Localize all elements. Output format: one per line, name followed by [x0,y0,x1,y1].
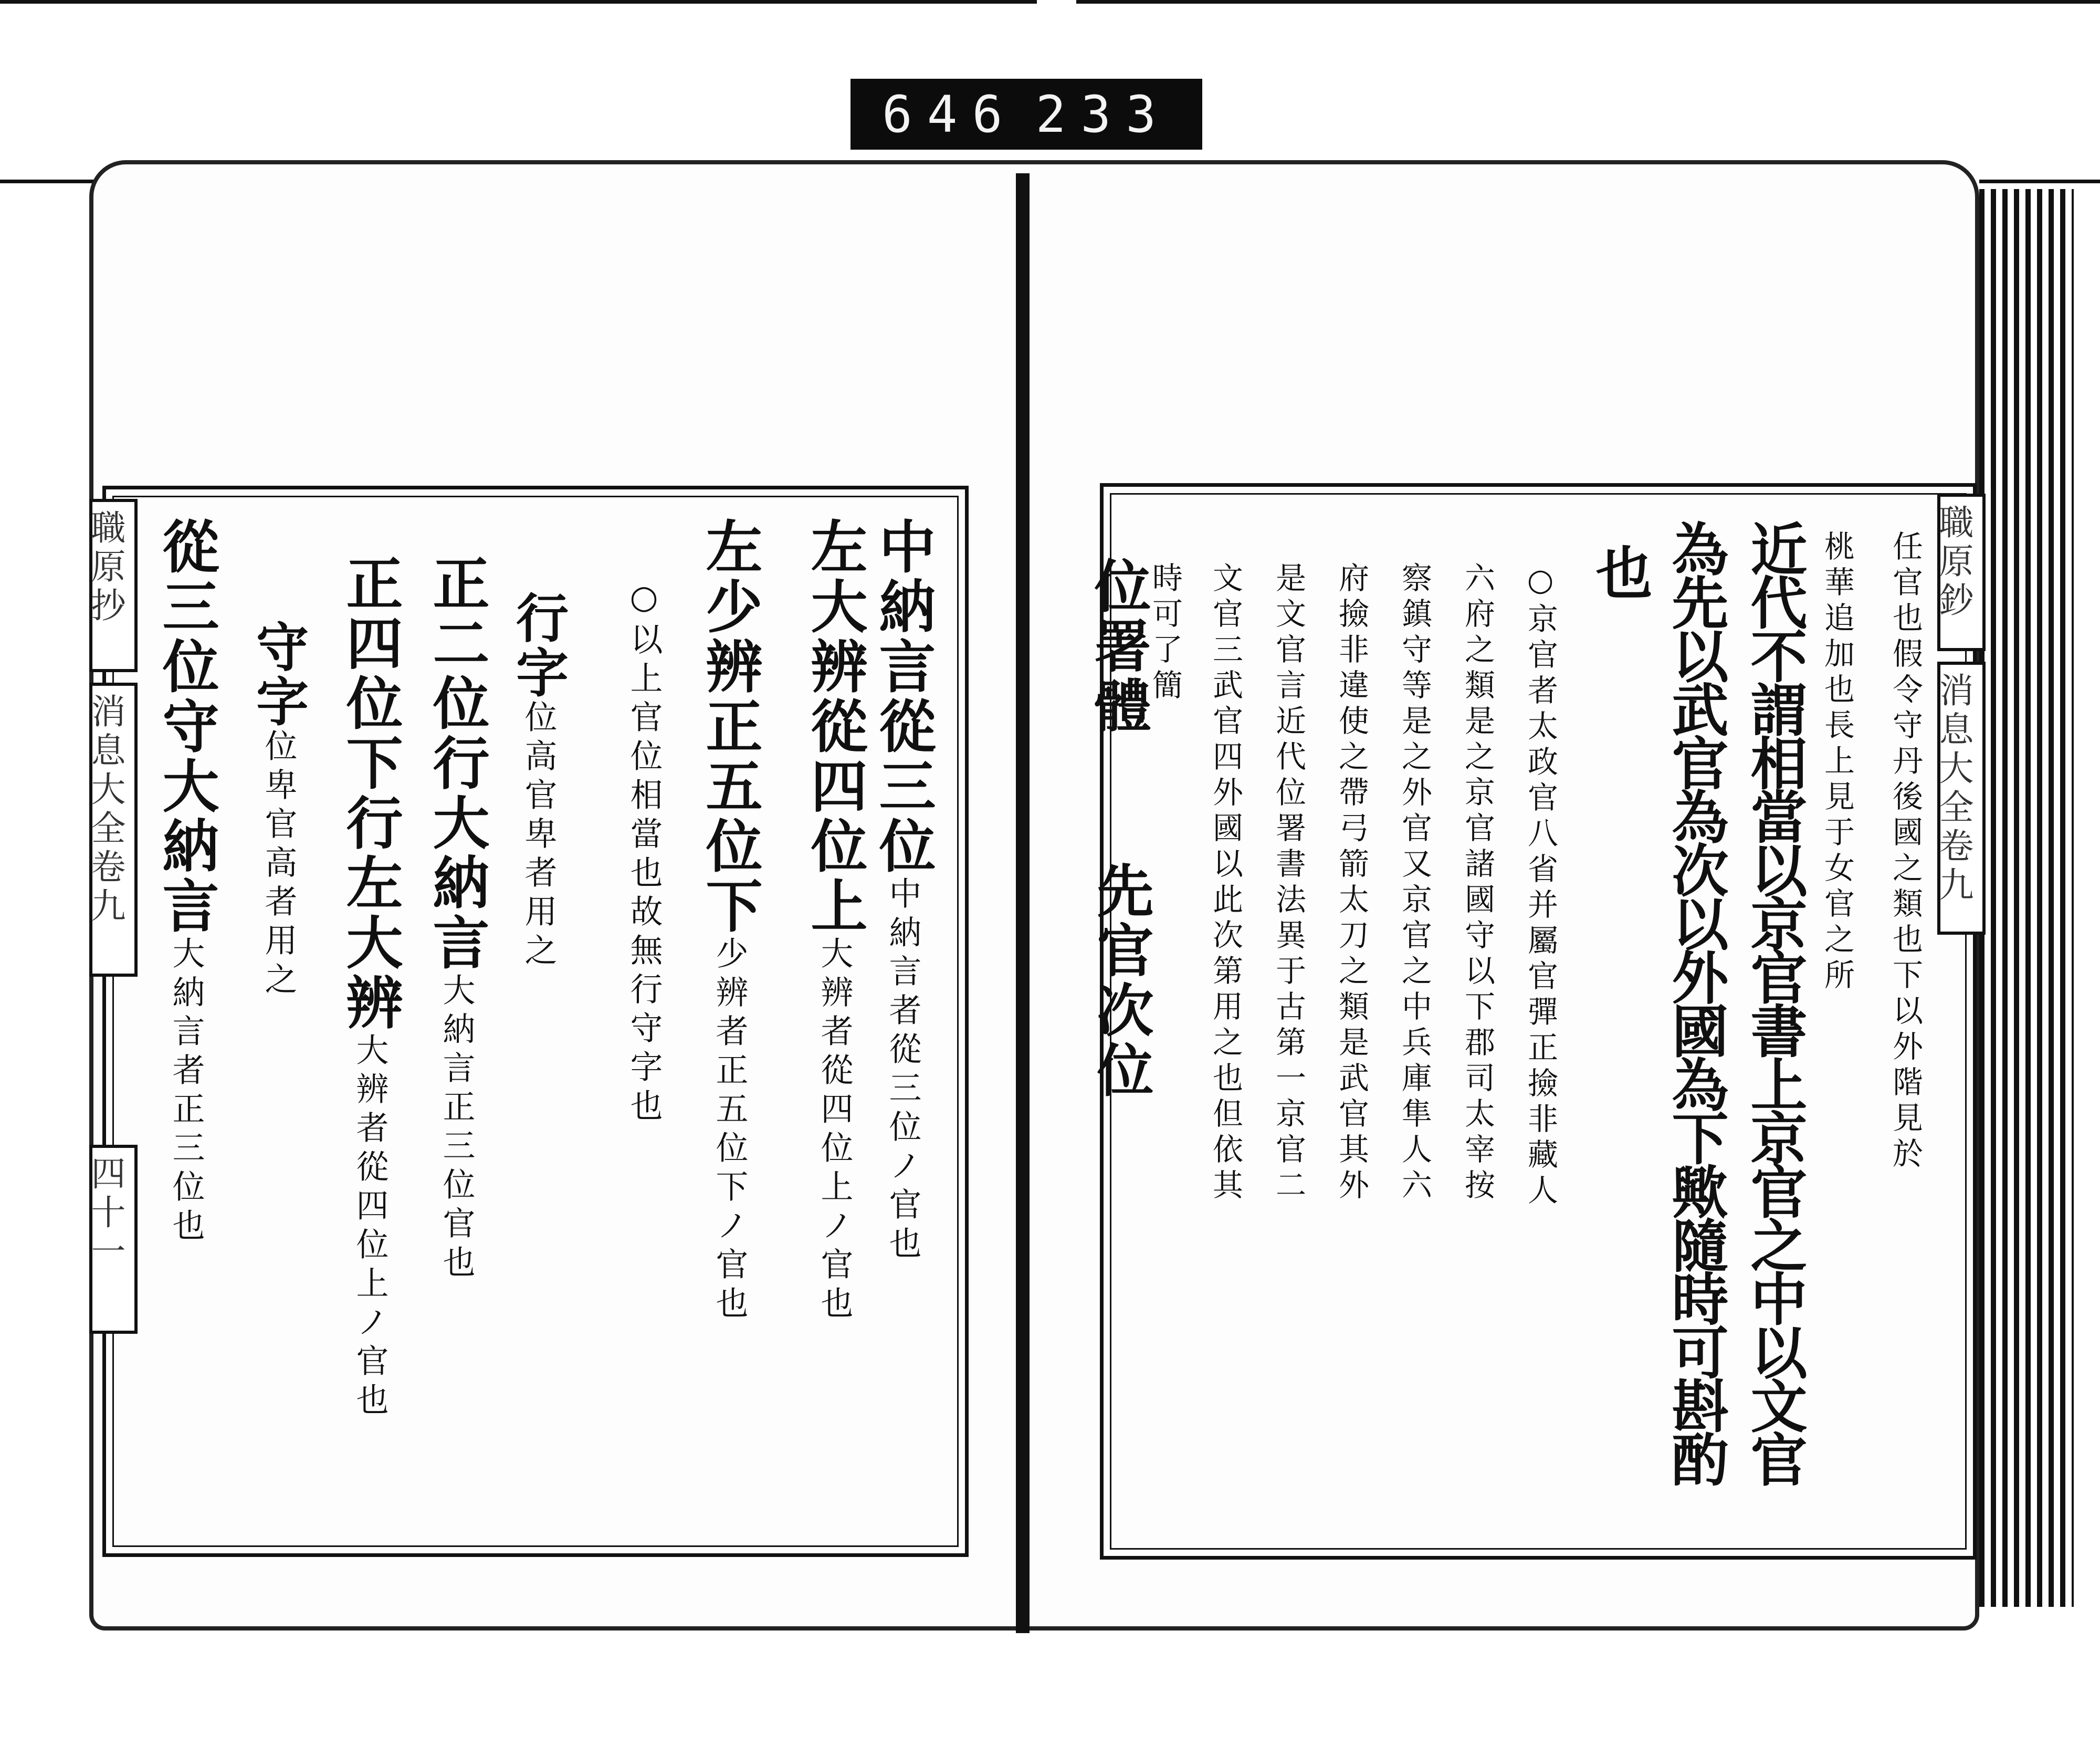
right-column-8: 察鎮守等是之外官又京官之中兵庫隼人六 [1396,562,1432,1205]
left-margin-label-text: 職原抄 [85,509,125,626]
left-col3-main: 左少辨正五位下 [696,517,762,936]
left-column-6 [423,554,489,1284]
left-margin-title [85,683,138,977]
right-col13-text: 位署體 [1085,557,1151,736]
left-margin-folio-text: 四十一 [85,1155,125,1272]
left-col2-note: 大辨者從四位上ノ官也 [815,936,854,1325]
left-margin-label [85,499,138,672]
right-column-14 [1087,861,1153,1101]
left-col5-note: 位高官卑者用之 [519,700,558,972]
right-column-3: 近代不謂相當以京官書上京官之中以文官 [1741,520,1807,1484]
right-column-11: 文官三武官四外國以此次第用之也但依其 [1208,562,1243,1205]
right-column-7: 六府之類是之京官諸國守以下郡司太宰按 [1460,562,1495,1205]
left-col3-note: 少辨者正五位下ノ官也 [710,936,749,1325]
right-margin-label-text: 職原鈔 [1933,504,1973,621]
left-column-9 [153,517,219,1247]
catalog-number-label [850,79,1202,150]
right-column-2: 桃華追加也長上見于女官之所 [1819,530,1855,995]
right-column-13-visible [1085,557,1151,736]
right-column-9: 府撿非違使之帶弓箭太刀之類是武官其外 [1334,562,1369,1205]
left-column-8 [247,620,309,1001]
right-column-10: 是文官言近代位署書法異于古第一京官二 [1270,562,1306,1205]
left-col9-main: 從三位守大納言 [153,517,219,936]
top-right-rule [1076,0,2100,4]
left-margin-folio [85,1145,138,1334]
right-margin-label [1933,494,1986,651]
left-column-3 [696,517,762,1325]
left-col7-note: 大辨者從四位上ノ官也 [351,1033,389,1421]
left-col1-note: 中納言者從三位ノ官也 [884,876,922,1265]
mid-right-rule [1979,180,2100,183]
right-col14-text: 先官次位 [1087,861,1153,1101]
catalog-number-left: 646 [882,85,1017,144]
right-margin-title-text: 消息大全卷九 [1933,672,1973,905]
book-spine [1016,173,1030,1633]
left-column-5 [507,591,569,972]
left-col5-main: 行字 [507,591,569,700]
left-col2-main: 左大辨從四位上 [801,517,867,936]
left-column-7 [337,554,403,1421]
right-margin-title [1933,662,1986,935]
left-column-2 [801,517,867,1325]
right-column-4: 為先以武官為次以外國為下歟隨時可斟酌 [1662,520,1728,1484]
left-col6-note: 大納言正三位官也 [437,973,476,1284]
book-fore-edge [1979,189,2074,1607]
right-column-12-visible [1147,562,1183,705]
left-col9-note: 大納言者正三位也 [167,936,205,1247]
left-col8-main: 守字 [247,620,309,729]
left-margin-title-text: 消息大全卷九 [85,693,125,926]
left-col1-main: 中納言從三位 [869,517,936,876]
left-col4-note: ○以上官位相當也故無行守字也 [625,578,663,1127]
left-col8-note: 位卑官高者用之 [259,729,298,1001]
top-left-rule [0,0,1037,4]
left-column-4 [625,578,663,1127]
right-col12-text: 時可了簡 [1147,562,1183,705]
left-column-1 [869,517,936,1265]
right-column-6: ○京官者太政官八省并屬官彈正撿非藏人 [1522,562,1558,1210]
left-col7-main: 正四位下行左大辨 [337,554,403,1033]
catalog-number-right: 233 [1035,85,1171,144]
left-col6-main: 正二位行大納言 [423,554,489,973]
right-column-1: 任官也假令守丹後國之類也下以外階見於 [1887,530,1923,1173]
right-column-5: 也 [1586,543,1652,603]
